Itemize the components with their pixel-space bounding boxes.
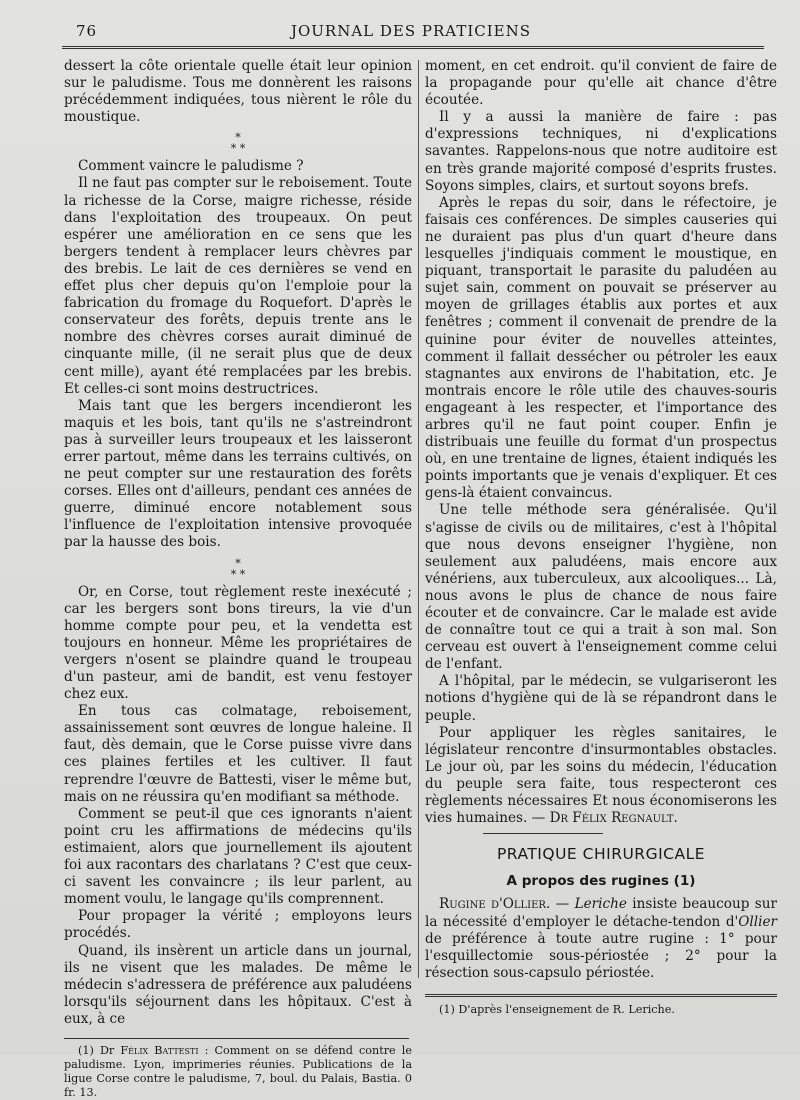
signature-rule [483,833,603,834]
paragraph-text: insiste beaucoup sur la nécessité d'employer le détache-tendon d' [425,896,777,930]
paragraph-text: Pour appliquer les règles sanitaires, le législateur rencontre d'insurmontables obstacles. Le jour où, par les soins du médecin, l'éducation du peuple sera faite, tous respecteront ces règlements nécessaires Et nous économiserons les vies humaines. — [425,724,777,827]
paragraph: A l'hôpital, par le médecin, se vulgariseront les notions d'hygiène qui de là se répandront dans le peuple. [425,673,777,724]
paragraph: Mais tant que les bergers incendieront les maquis et les bois, tant qu'ils ne s'astreindront pas à surveiller leurs troupeaux et les laisseront errer partout, même dans les terrains cultivés, on ne peut compter sur une restauration des forêts corses. Elles ont d'ailleurs, pendant ces années de guerre, diminué encore notablement sous l'influence de l'exploitation intensive provoquée par la hausse des bois. [64,397,412,551]
paragraph: Il ne faut pas compter sur le reboisement. Toute la richesse de la Corse, maigre richesse, réside dans l'exploitation des troupeaux. On peut espérer une amélioration en ce sens que les bergers tendent à remplacer leurs chèvres par des brebis. Le lait de ces dernières se vend en effet plus cher depuis qu'on l'emploie pour la fabrication du fromage du Roquefort. D'après le conservateur des forêts, depuis trente ans le nombre des chèvres corses aurait diminué de cinquante mille, (il ne serait plus que de deux cent mille), ayant été remplacées par les brebis. Et celles-ci sont moins destructrices. [64,175,412,397]
footnote: (1) D'après l'enseignement de R. Leriche. [439,1002,675,1016]
right-column [425,58,777,1017]
footnote-rule [64,1038,409,1039]
paragraph: En tous cas colmatage, reboisement, assainissement sont œuvres de longue haleine. Il faut, dès demain, que le Corse puisse vivre dans ces plaines fertiles et les cultiver. Il faut reprendre l'œuvre de Battesti, viser le même but, mais on ne réussira qu'en modifiant sa méthode. [64,703,412,805]
column-separator [418,60,419,978]
dash: — [550,896,575,913]
paragraph: dessert la côte orientale quelle était leur opinion sur le paludisme. Tous me donnèrent les raisons précédemment indiquées, tous nièrent le rôle du moustique. [64,58,412,126]
left-column [64,58,412,1100]
paragraph: Une telle méthode sera généralisée. Qu'il s'agisse de civils ou de militaires, c'est à l'hôpital que nous devons enseigner l'hygiène, non seulement aux paludéens, mais encore aux vénériens, aux tuberculeux, aux alcooliques... Là, nous avons le plus de chance de nous faire écouter et de convaincre. Car le malade est avide de connaître tout ce qui a trait à son mal. Son cerveau est ouvert à l'enseignement comme celui de l'enfant. [425,502,777,673]
paragraph: Or, en Corse, tout règlement reste inexécuté ; car les bergers sont bons tireurs, la vie d'un homme compte pour peu, et la vendetta est toujours en honneur. Même les propriétaires de vergers n'osent se plaindre quand le troupeau d'un pasteur, ami de bandit, est venu festoyer chez eux. [64,583,412,703]
paragraph: Il y a aussi la manière de faire : pas d'expressions techniques, ni d'explications savantes. Rappelons-nous que notre auditoire est en très grande majorité composé d'esprits frustes. Soyons simples, clairs, et surtout soyons brefs. [425,109,777,194]
section-title: PRATIQUE CHIRURGICALE [496,845,706,864]
rugine-label: Rugine d'Ollier. [439,896,551,913]
paragraph: Pour propager la vérité ; employons leurs procédés. [64,908,412,942]
paragraph [425,725,777,828]
footnote-rule [425,994,777,997]
subsection-title: A propos des rugines (1) [506,873,696,890]
section-break-stars: * * * [230,131,246,156]
journal-title: JOURNAL DES PRATICIENS [290,22,532,40]
paragraph: Quand, ils insèrent un article dans un journal, ils ne visent que les malades. De même le médecin s'adressera de préférence aux paludéens lorsqu'ils séjournent dans les hôpitaux. C'est à eux, à ce [64,942,412,1027]
page-header [62,20,760,42]
section-break-stars: * * * [230,556,246,581]
author-name: Leriche [574,896,627,913]
signature: Dr Félix Regnault. [549,810,678,827]
footnote-text: : Comment on se défend contre le paludisme. Lyon, imprimeries réunies. Publications de la ligue Corse contre le paludisme, 7, boul. du Palais, Bastia. 0 fr. 13. [64,1043,412,1099]
footnote [64,1044,412,1100]
paragraph: moment, en cet endroit. qu'il convient de faire de la propagande pour qu'elle ait chance d'être écoutée. [425,58,777,109]
paragraph: Comment se peut-il que ces ignorants n'aient point cru les affirmations de médecins qu'ils estimaient, alors que journellement ils ajoutent foi aux racontars des charlatans ? C'est que ceux-ci savent les convaincre ; ils leur parlent, au moment voulu, le langage qu'ils comprennent. [64,805,412,908]
paragraph: Après le repas du soir, dans le réfectoire, je faisais ces conférences. De simples causeries qui ne duraient pas plus d'un quart d'heure dans lesquelles j'indiquais comment le moustique, en piquant, transportait le parasite du paludéen au sujet sain, comment on pouvait se préserver au moyen de grillages établis aux portes et aux fenêtres ; comment il convenait de prendre de la quinine pour éviter de nouvelles atteintes, comment il fallait dessécher ou pétroler les eaux stagnantes aux environs de l'habitation, etc. Je montrais encore le rôle utile des chauves-souris engageant à les respecter, et l'importance des arbres qu'il ne faut point couper. Enfin je distribuais une feuille du format d'un prospectus où, en une trentaine de lignes, étaient indiqués les points importants que je venais d'expliquer. Et ces gens-là étaient convaincus. [425,194,777,502]
footnote-author: Félix Battesti [120,1043,199,1057]
paragraph [425,896,777,981]
paragraph-text: de préférence à toute autre rugine : 1° pour l'esquillectomie sous-périostée ; 2° pour la résection sous-capsulo périostée. [425,930,777,981]
ollier-name: Ollier [738,913,777,930]
footnote-prefix: (1) Dr [78,1043,121,1057]
header-rule [62,46,764,49]
page-number: 76 [76,22,98,40]
paragraph: Comment vaincre le paludisme ? [78,158,304,175]
